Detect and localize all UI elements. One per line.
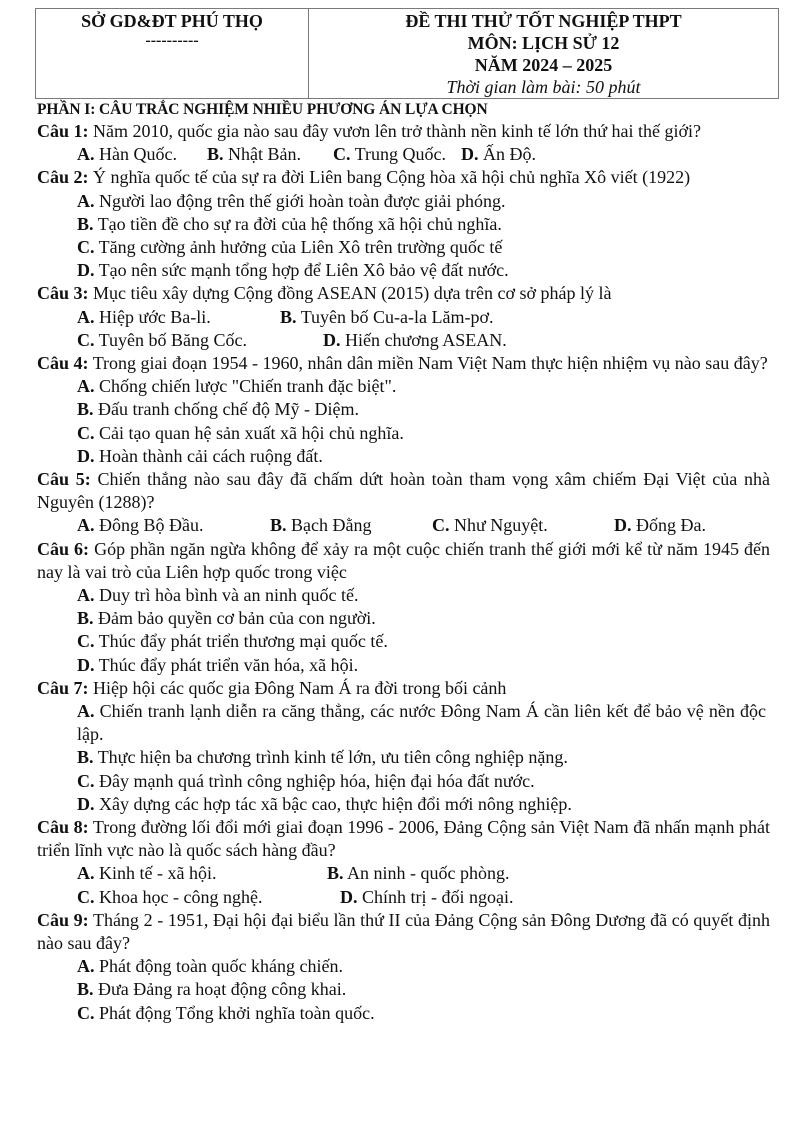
question-label: Câu 8: [37,817,89,838]
option-letter: B. [327,863,344,884]
option-d[interactable] [323,329,507,352]
question-stem [37,282,770,305]
option-text: Xây dựng các hợp tác xã bậc cao, thực hiện đổi mới nông nghiệp. [94,793,572,814]
header-left-cell [36,9,309,98]
section-title: PHẦN I: CÂU TRẮC NGHIỆM NHIỀU PHƯƠNG ÁN LỰA CHỌN [37,101,488,118]
exam-header-table [35,8,779,99]
option-text: Hiệp ước Ba-li. [94,306,211,327]
question-stem [37,677,770,700]
option-letter: B. [207,144,224,165]
options-row [37,306,770,329]
option-letter: B. [77,399,94,420]
option-letter: B. [270,515,287,536]
option-text: Hàn Quốc. [94,144,177,165]
question-2 [37,166,770,282]
option-text: Tạo nên sức mạnh tổng hợp để Liên Xô bảo vệ đất nước. [94,260,509,281]
options-row [37,329,770,352]
option-letter: A. [77,956,95,977]
question-text: Trong giai đoạn 1954 - 1960, nhân dân miền Nam Việt Nam thực hiện nhiệm vụ nào sau đây? [88,352,768,373]
option-letter: A. [77,585,95,605]
option-letter: C. [432,515,450,536]
options-row [37,143,770,166]
question-5 [37,468,770,538]
option-b[interactable] [37,978,770,1001]
option-text: Trung Quốc. [350,144,447,165]
question-8 [37,816,770,909]
question-label: Câu 9: [37,909,89,930]
question-label: Câu 5: [37,469,91,489]
option-text: Khoa học - công nghệ. [94,886,263,907]
option-letter: C. [77,1002,95,1023]
option-d[interactable] [340,886,514,909]
option-letter: C. [77,886,95,907]
question-text: Mục tiêu xây dựng Cộng đồng ASEAN (2015) dựa trên cơ sở pháp lý là [88,283,612,304]
option-c[interactable] [37,770,770,793]
option-letter: D. [461,144,479,165]
option-letter: D. [323,329,341,350]
option-text: Đống Đa. [631,515,706,536]
option-text: Đưa Đảng ra hoạt động công khai. [93,979,347,1000]
option-a[interactable] [37,584,770,607]
option-text: Thúc đẩy phát triển văn hóa, xã hội. [94,654,359,675]
option-c[interactable] [77,329,247,352]
option-a[interactable] [37,375,770,398]
option-b[interactable] [37,398,770,421]
option-text: Ấn Độ. [478,144,536,165]
option-b[interactable] [327,862,510,885]
option-text: Hoàn thành cải cách ruộng đất. [94,445,323,466]
option-text: Thúc đẩy phát triển thương mại quốc tế. [94,631,388,652]
option-letter: C. [333,144,351,165]
question-stem [37,909,770,955]
option-letter: A. [77,144,95,165]
option-letter: A. [77,515,95,536]
option-letter: C. [77,237,95,257]
option-letter: A. [77,376,95,397]
option-letter: A. [77,701,95,722]
option-a[interactable] [37,190,770,213]
question-label: Câu 4: [37,352,89,373]
exam-subject: MÔN: LỊCH SỬ 12 [467,33,620,53]
option-c[interactable] [37,1002,770,1025]
question-9 [37,909,770,1025]
option-text: Chống chiến lược "Chiến tranh đặc biệt". [94,376,397,397]
question-text: Ý nghĩa quốc tế của sự ra đời Liên bang Cộng hòa xã hội chủ nghĩa Xô viết (1922) [88,167,691,188]
option-text: Đây mạnh quá trình công nghiệp hóa, hiện đại hóa đất nước. [94,770,535,791]
option-c[interactable] [37,236,770,259]
question-stem [37,468,770,514]
option-b[interactable] [270,514,372,537]
option-text: Chiến tranh lạnh diễn ra căng thẳng, các nước Đông Nam Á cần liên kết để bảo vệ nền độc lập. [77,701,766,745]
option-letter: C. [77,631,95,652]
option-d[interactable] [37,654,770,677]
option-a[interactable] [77,514,204,537]
option-c[interactable] [37,630,770,653]
option-text: Chính trị - đối ngoại. [357,886,514,907]
option-letter: B. [280,306,297,327]
question-text: Hiệp hội các quốc gia Đông Nam Á ra đời trong bối cảnh [88,677,507,698]
option-text: Tuyên bố Băng Cốc. [94,329,248,350]
question-stem [37,166,770,189]
option-text: Nhật Bản. [223,144,301,165]
option-text: Như Nguyệt. [449,515,548,536]
option-text: Tuyên bố Cu-a-la Lăm-pơ. [296,306,494,327]
option-letter: D. [77,793,95,814]
option-b[interactable] [37,607,770,630]
question-stem [37,538,770,584]
option-d[interactable] [614,514,706,537]
question-label: Câu 2: [37,167,89,188]
option-text: Người lao động trên thế giới hoàn toàn được giải phóng. [94,190,506,211]
option-letter: D. [77,445,95,466]
option-text: Tạo tiền đề cho sự ra đời của hệ thống xã hội chủ nghĩa. [93,213,502,234]
question-3 [37,282,770,352]
option-b[interactable] [37,213,770,236]
option-text: Cải tạo quan hệ sản xuất xã hội chủ nghĩa. [94,422,404,443]
option-letter: D. [77,260,95,281]
option-text: Kinh tế - xã hội. [94,863,217,884]
option-b[interactable] [37,746,770,769]
option-d[interactable] [37,259,770,282]
option-letter: C. [77,770,95,791]
option-letter: D. [614,515,632,536]
option-text: Bạch Đằng [286,515,372,536]
option-c[interactable] [432,514,548,537]
question-label: Câu 1: [37,121,89,141]
exam-content [37,100,770,1025]
option-letter: B. [77,747,94,768]
option-d[interactable] [37,793,770,816]
exam-duration: Thời gian làm bài: 50 phút [446,77,641,97]
question-stem [37,120,770,143]
exam-year: NĂM 2024 – 2025 [474,55,613,75]
question-stem [37,816,770,862]
option-b[interactable] [207,143,301,166]
option-a[interactable] [77,143,177,166]
option-letter: C. [77,329,95,350]
option-a[interactable] [37,955,770,978]
option-letter: D. [77,654,95,675]
question-text: Trong đường lối đổi mới giai đoạn 1996 - 2006, Đảng Cộng sản Việt Nam đã nhấn mạnh phát triển lĩnh vực nào là quốc sách hàng đầu? [37,817,770,861]
question-7 [37,677,770,816]
option-text: Thực hiện ba chương trình kinh tế lớn, ưu tiên công nghiệp nặng. [93,747,568,768]
question-text: Chiến thắng nào sau đây đã chấm dứt hoàn toàn tham vọng xâm chiếm Đại Việt của nhà Nguyên (1288)? [37,469,770,513]
option-text: Duy trì hòa bình và an ninh quốc tế. [94,585,359,605]
option-letter: A. [77,306,95,327]
question-text: Góp phần ngăn ngừa không để xảy ra một cuộc chiến tranh thế giới mới kể từ năm 1945 đến nay là vai trò của Liên hợp quốc trong việc [37,538,770,582]
option-letter: A. [77,863,95,884]
option-text: Đấu tranh chống chế độ Mỹ - Diệm. [93,399,359,420]
option-letter: B. [77,979,94,1000]
question-text: Tháng 2 - 1951, Đại hội đại biểu lần thứ II của Đảng Cộng sản Đông Dương đã có quyết định nào sau đây? [37,909,770,954]
option-letter: C. [77,422,95,443]
option-c[interactable] [37,422,770,445]
option-text: Tăng cường ảnh hưởng của Liên Xô trên trường quốc tế [94,237,503,257]
option-text: An ninh - quốc phòng. [343,863,510,884]
option-letter: A. [77,190,95,211]
option-c[interactable] [77,886,262,909]
question-4 [37,352,770,468]
option-text: Đông Bộ Đầu. [94,515,204,536]
option-text: Phát động Tổng khởi nghĩa toàn quốc. [94,1002,375,1023]
option-d[interactable] [461,143,536,166]
department-name: SỞ GD&ĐT PHÚ THỌ [81,11,263,31]
option-text: Đảm bảo quyền cơ bản của con người. [93,608,376,629]
option-letter: B. [77,213,94,234]
option-text: Phát động toàn quốc kháng chiến. [94,956,343,977]
options-row [37,886,770,909]
option-d[interactable] [37,445,770,468]
question-label: Câu 7: [37,677,89,698]
exam-title: ĐỀ THI THỬ TỐT NGHIỆP THPT [405,11,682,31]
question-label: Câu 6: [37,538,90,559]
option-a[interactable] [77,306,211,329]
option-a[interactable] [77,862,216,885]
header-right-cell [309,9,778,98]
question-6 [37,538,770,677]
question-stem [37,352,770,375]
options-row [37,862,770,885]
question-1 [37,120,770,166]
question-text: Năm 2010, quốc gia nào sau đây vươn lên trở thành nền kinh tế lớn thứ hai thế giới? [88,121,701,141]
option-letter: B. [77,608,94,629]
option-letter: D. [340,886,358,907]
option-c[interactable] [333,143,446,166]
option-a[interactable] [37,700,770,746]
question-label: Câu 3: [37,283,89,304]
options-row [37,514,770,537]
header-separator: ---------- [145,32,199,49]
option-b[interactable] [280,306,494,329]
option-text: Hiến chương ASEAN. [340,329,507,350]
